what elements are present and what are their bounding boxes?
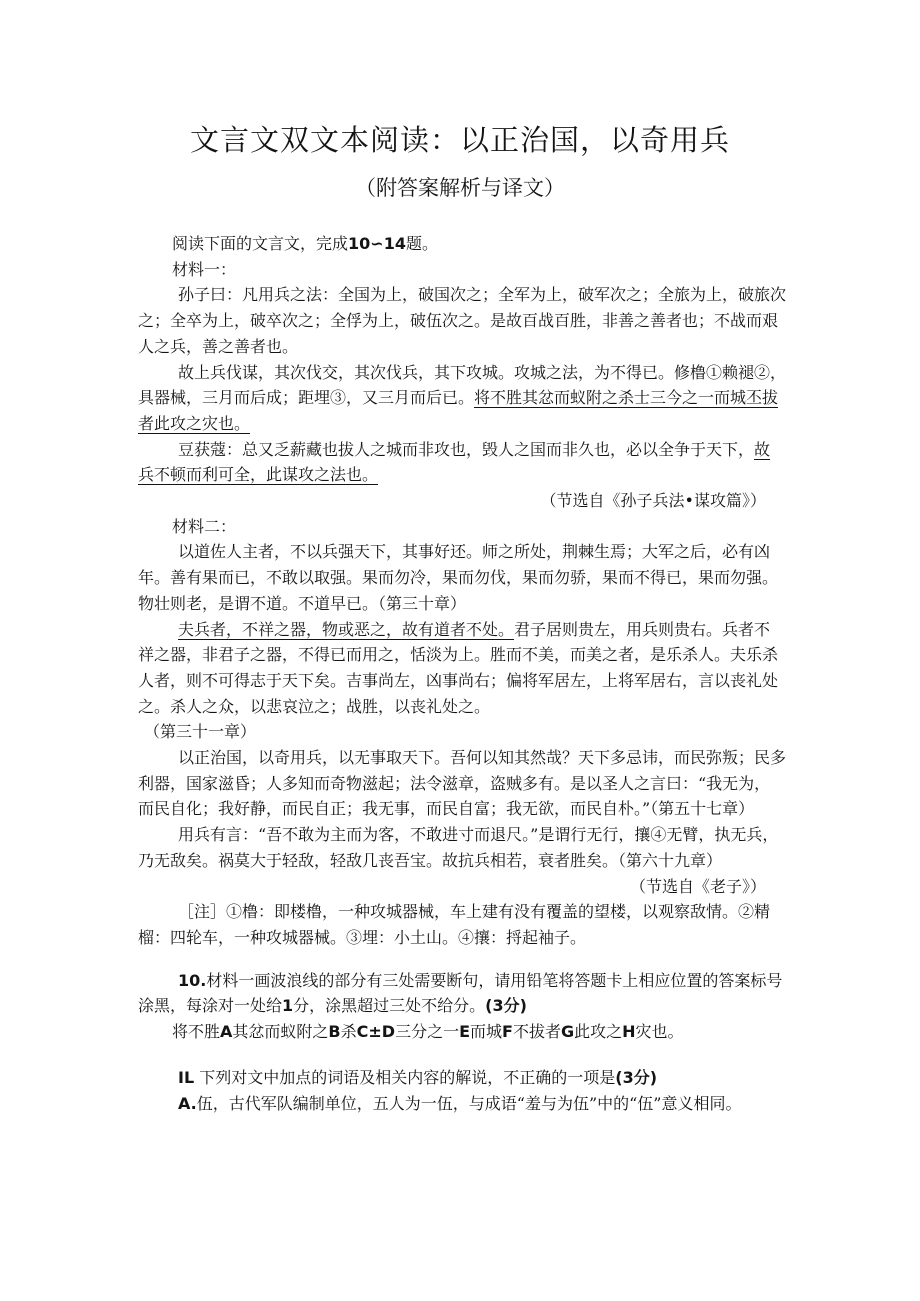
material-two-label: 材料二： [172,516,237,536]
option-a-text: 伍，古代军队编制单位，五人为一伍，与成语“羞与为伍”中的“伍”意义相同。 [196,1093,742,1113]
option-text: 杀 [340,1022,357,1042]
option-mark-c-d[interactable]: C±D [356,1022,396,1042]
chapter-label: （第三十一章） [144,722,257,742]
option-text: 不拔者 [512,1022,561,1042]
underlined-sentence-2: 夫兵者，不祥之器，物或恶之，故有道者不处。 [178,619,515,639]
question-11-score: (3分) [615,1067,658,1087]
option-mark-g[interactable]: G [561,1022,575,1042]
material-two-paragraph-2-text: 君子居则贵左，用兵则贵右。兵者不祥之器，非君子之器，不得已而用之，恬淡为上。胜而不美，而美之者，是乐杀人。夫乐杀人者，则不可得志于天下矣。吉事尚左，凶事尚右；偏将军居左，上将军居右，言以丧礼处之。杀人之众，以悲哀泣之；战胜，以丧礼处之。 [138,619,779,716]
question-11-number: IL [178,1067,195,1087]
document-subtitle: （附答案解析与译文） [355,176,565,200]
material-one-paragraph-2 [138,360,786,437]
material-one-label: 材料一： [172,259,237,279]
option-text: 灾也。 [635,1022,684,1042]
option-text: 其忿而蚁附之 [232,1022,329,1042]
material-two-source: （节选自《老子》） [629,876,766,896]
question-10-point: 1 [282,996,294,1016]
option-a-mark: A. [178,1093,197,1113]
question-11-option-a[interactable] [138,1091,786,1117]
underlined-sentence: 故兵不顿而利可全，此谋攻之法也。 [138,439,771,485]
intro-line: 阅读下面的文言文，完成10∽14题。 [172,234,438,253]
material-two-paragraph-3: 以正治国，以奇用兵，以无事取天下。吾何以知其然哉？天下多忌讳，而民弥叛；民多利器，国家滋昏；人多知而奇物滋起；法令滋章，盗贼多有。是以圣人之言曰：“我无为，而民自化；我好静，而民自正；我无事，而民自富；我无欲，而民自朴。”（第五十七章） [138,748,787,819]
option-mark-a[interactable]: A [220,1022,233,1042]
option-mark-f[interactable]: F [502,1022,513,1042]
question-10 [138,968,786,1019]
document-body [138,231,786,1116]
question-10-number: 10. [178,970,207,990]
option-text: 而城 [470,1022,503,1042]
wavy-line-passage: 将不胜其忿而蚁附之杀士三今之一而城丕拔者此攻之灾也。 [138,388,779,433]
spacer [138,1045,786,1065]
material-two-paragraph-1: 以道佐人主者，不以兵强天下，其事好还。师之所处，荆棘生焉；大军之后，必有凶年。善有果而已，不敢以取强。果而勿冷，果而勿伐，果而勿骄，果而不得已，果而勿强。物壮则老，是谓不道。不道早已。（第三十章） [138,542,779,613]
option-mark-e[interactable]: E [459,1022,471,1042]
material-two-paragraph-4: 用兵有言：“吾不敢为主而为客，不敢进寸而退尺。”是谓行无行，攘④无臂，执无兵，乃无敌矣。祸莫大于轻敌，轻敌几丧吾宝。故抗兵相若，衰者胜矣。（第六十九章） [138,825,779,870]
question-10-text: 材料一画波浪线的部分有三处需要断句，请用铅笔将答题卡上相应位置的答案标号涂黑，每涂对一处给 [138,970,783,1016]
material-one-paragraph-3-text: 豆获蔻：总又乏薪藏也拔人之城而非攻也，毁人之国而非久也，必以全争于天下， [178,439,755,459]
question-11-text: 下列对文中加点的词语及相关内容的解说，不正确的一项是 [199,1067,616,1087]
option-mark-h[interactable]: H [622,1022,636,1042]
material-two-paragraph-2 [138,617,786,720]
question-10-options [138,1019,786,1045]
question-10-text-2: 分，涂黑超过三处不给分。 [293,996,486,1016]
material-one-paragraph-3 [138,437,786,488]
option-mark-b[interactable]: B [328,1022,341,1042]
question-11 [138,1065,786,1091]
spacer [138,951,786,968]
material-one-source: （节选自《孙子兵法•谋攻篇》） [540,491,766,511]
document-title: 文言文双文本阅读：以正治国，以奇用兵 [189,123,730,157]
question-10-score: (3分) [485,996,527,1016]
option-text: 此攻之 [574,1022,623,1042]
annotation-note: ［注］①橹：即楼橹，一种攻城器械，车上建有没有覆盖的望楼，以观察敌情。②精榴：四轮车，一种攻城器械。③埋：小土山。④攘：捋起袖子。 [138,902,771,947]
material-one-paragraph-2-text: 故上兵伐谋，其次伐交，其次伐兵，其下攻城。攻城之法，为不得已。修橹①赖褪②，具器械，三月而后成；距埋③，又三月而后已。 [138,362,787,408]
material-one-paragraph-1: 孙子曰：凡用兵之法：全国为上，破国次之；全军为上，破军次之；全旅为上，破旅次之；全卒为上，破卒次之；全俘为上，破伍次之。是故百战百胜，非善之善者也；不战而艰人之兵，善之善者也。 [138,285,787,356]
option-text: 三分之一 [395,1022,460,1042]
option-text: 将不胜 [172,1022,221,1042]
